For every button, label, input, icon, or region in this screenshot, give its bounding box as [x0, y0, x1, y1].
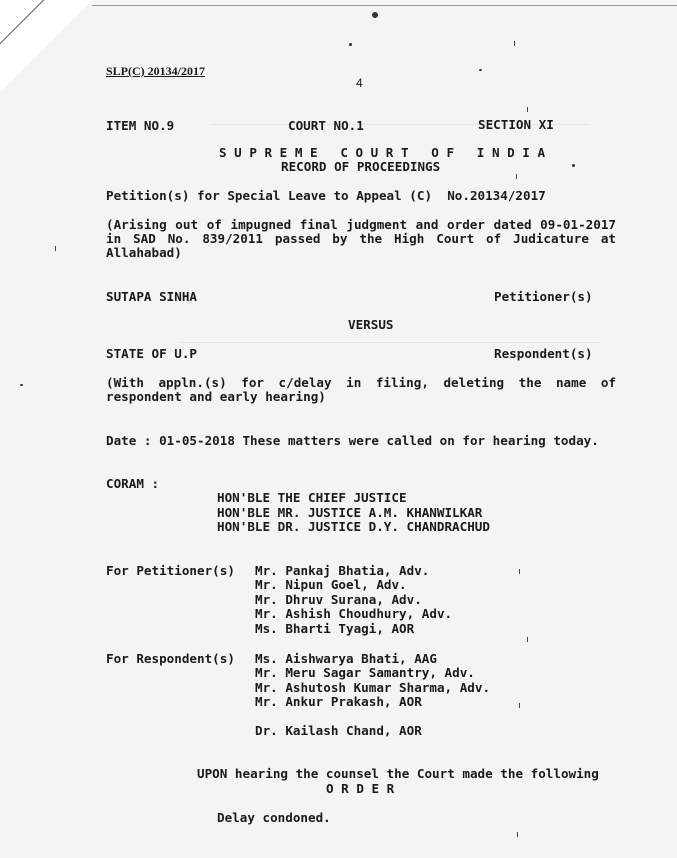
petitioner-counsel: Mr. Ashish Choudhury, Adv.: [255, 606, 453, 621]
respondent-name: STATE OF U.P: [106, 346, 197, 361]
petition-line: Petition(s) for Special Leave to Appeal (C) No.20134/2017: [106, 188, 546, 203]
hearing-date-line: Date : 01-05-2018 These matters were called on for hearing today.: [106, 433, 599, 448]
petitioner-counsel: Mr. Pankaj Bhatia, Adv.: [255, 563, 430, 578]
upon-hearing-line: UPON hearing the counsel the Court made the following: [197, 766, 599, 781]
order-heading: O R D E R: [326, 781, 395, 796]
respondent-counsel: Mr. Ankur Prakash, AOR: [255, 694, 422, 709]
speck: [479, 69, 482, 71]
coram-judge: HON'BLE MR. JUSTICE A.M. KHANWILKAR: [217, 505, 483, 520]
petitioner-counsel: Mr. Nipun Goel, Adv.: [255, 577, 407, 592]
speck: [55, 246, 56, 251]
speck: [527, 107, 528, 112]
for-respondent-label: For Respondent(s): [106, 651, 235, 666]
coram-label: CORAM :: [106, 476, 160, 491]
coram-judge: HON'BLE THE CHIEF JUSTICE: [217, 490, 407, 505]
petitioner-counsel: Ms. Bharti Tyagi, AOR: [255, 621, 415, 636]
arising-out-of-paragraph: (Arising out of impugned final judgment and order dated 09-01-2017 in SAD No. 839/2011 passed by the High Court of Judicature at Allahabad): [106, 217, 616, 260]
speck: [372, 12, 378, 18]
respondent-counsel: Ms. Aishwarya Bhati, AAG: [255, 651, 437, 666]
speck: [519, 703, 520, 708]
coram-judge: HON'BLE DR. JUSTICE D.Y. CHANDRACHUD: [217, 519, 490, 534]
court-name-heading: S U P R E M E C O U R T O F I N D I A: [219, 145, 546, 160]
respondent-role: Respondent(s): [494, 346, 593, 361]
speck: [527, 637, 528, 642]
speck: [349, 43, 352, 46]
petitioner-role: Petitioner(s): [494, 289, 593, 304]
folded-corner: [0, 0, 92, 92]
page-top-edge: [92, 5, 677, 6]
applications-paragraph: (With appln.(s) for c/delay in filing, deleting the name of respondent and early hearing): [106, 375, 616, 404]
speck: [516, 174, 517, 179]
respondent-counsel: Mr. Meru Sagar Samantry, Adv.: [255, 665, 475, 680]
page-number: 4: [356, 76, 363, 90]
record-of-proceedings-heading: RECORD OF PROCEEDINGS: [281, 159, 441, 174]
respondent-counsel: Mr. Ashutosh Kumar Sharma, Adv.: [255, 680, 491, 695]
petitioner-counsel: Mr. Dhruv Surana, Adv.: [255, 592, 422, 607]
versus-label: VERSUS: [348, 317, 394, 332]
slp-reference: SLP(C) 20134/2017: [106, 64, 205, 78]
speck: [514, 41, 515, 46]
petitioner-name: SUTAPA SINHA: [106, 289, 197, 304]
court-number: COURT NO.1: [288, 118, 364, 133]
order-text: Delay condoned.: [217, 810, 331, 825]
item-number: ITEM NO.9: [106, 118, 175, 133]
speck: [519, 569, 520, 574]
section-label: SECTION XI: [478, 117, 554, 132]
for-petitioner-label: For Petitioner(s): [106, 563, 235, 578]
speck: [572, 164, 575, 167]
additional-respondent-counsel: Dr. Kailash Chand, AOR: [255, 723, 422, 738]
speck: [20, 384, 23, 386]
speck: [517, 832, 518, 837]
